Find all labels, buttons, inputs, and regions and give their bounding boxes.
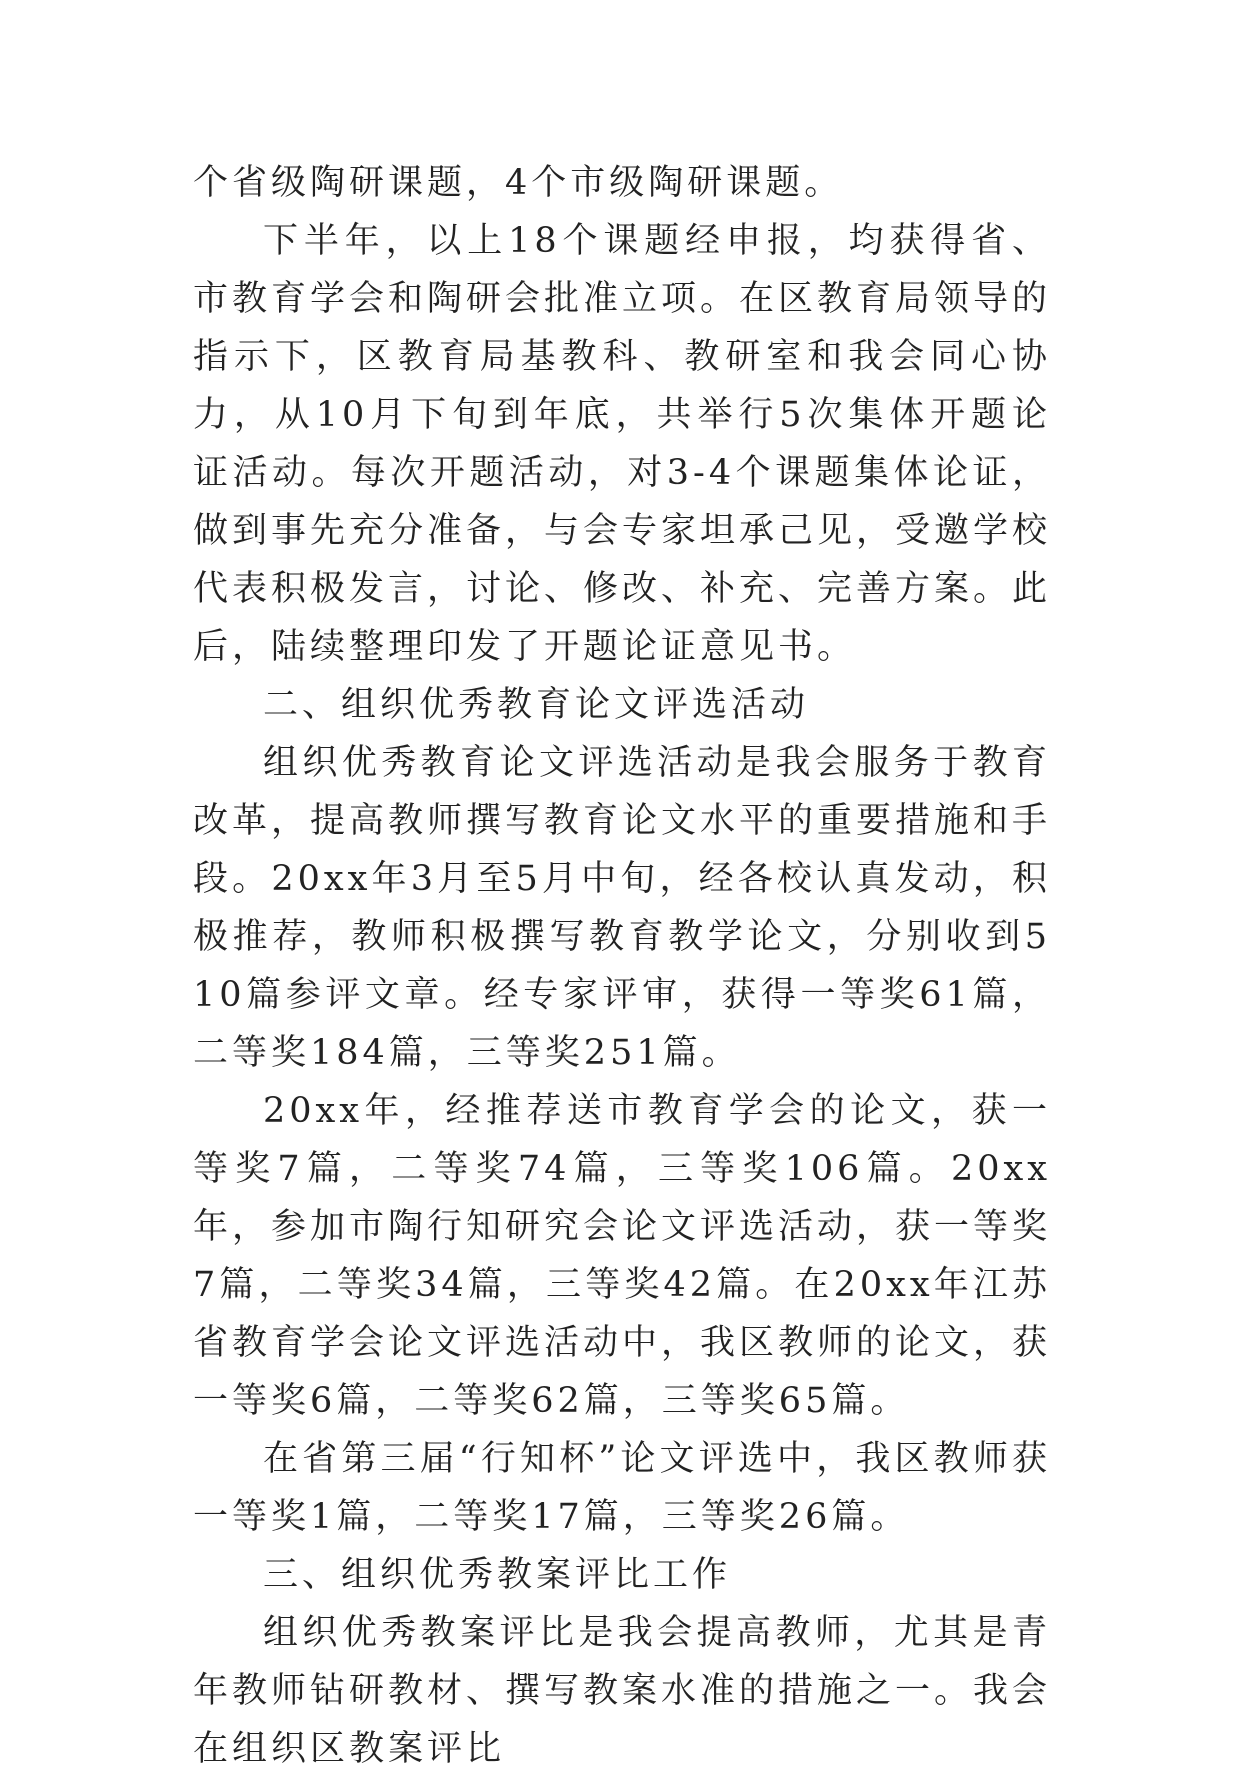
paragraph-5: 在省第三届“行知杯”论文评选中，我区教师获一等奖1篇，二等奖17篇，三等奖26篇。	[193, 1439, 1051, 1537]
paragraph-1: 个省级陶研课题，4个市级陶研课题。	[193, 163, 844, 203]
section-heading-3: 三、组织优秀教案评比工作	[263, 1555, 732, 1595]
section-heading-2: 二、组织优秀教育论文评选活动	[263, 685, 810, 725]
paragraph-2: 下半年，以上18个课题经申报，均获得省、市教育学会和陶研会批准立项。在区教育局领导的指示下，区教育局基教科、教研室和我会同心协力，从10月下旬到年底，共举行5次集体开题论证活动。每次开题活动，对3-4个课题集体论证，做到事先充分准备，与会专家坦承己见，受邀学校代表积极发言，讨论、修改、补充、完善方案。此后，陆续整理印发了开题论证意见书。	[193, 221, 1052, 667]
document-body	[193, 154, 1051, 1778]
paragraph-4: 20xx年，经推荐送市教育学会的论文，获一等奖7篇，二等奖74篇，三等奖106篇。20xx年，参加市陶行知研究会论文评选活动，获一等奖7篇，二等奖34篇，三等奖42篇。在20xx年江苏省教育学会论文评选活动中，我区教师的论文，获一等奖6篇，二等奖62篇，三等奖65篇。	[193, 1091, 1052, 1421]
paragraph-6: 组织优秀教案评比是我会提高教师，尤其是青年教师钻研教材、撰写教案水准的措施之一。我会在组织区教案评比	[193, 1613, 1052, 1769]
paragraph-3: 组织优秀教育论文评选活动是我会服务于教育改革，提高教师撰写教育论文水平的重要措施和手段。20xx年3月至5月中旬，经各校认真发动，积极推荐，教师积极撰写教育教学论文，分别收到510篇参评文章。经专家评审，获得一等奖61篇，二等奖184篇，三等奖251篇。	[193, 743, 1052, 1073]
